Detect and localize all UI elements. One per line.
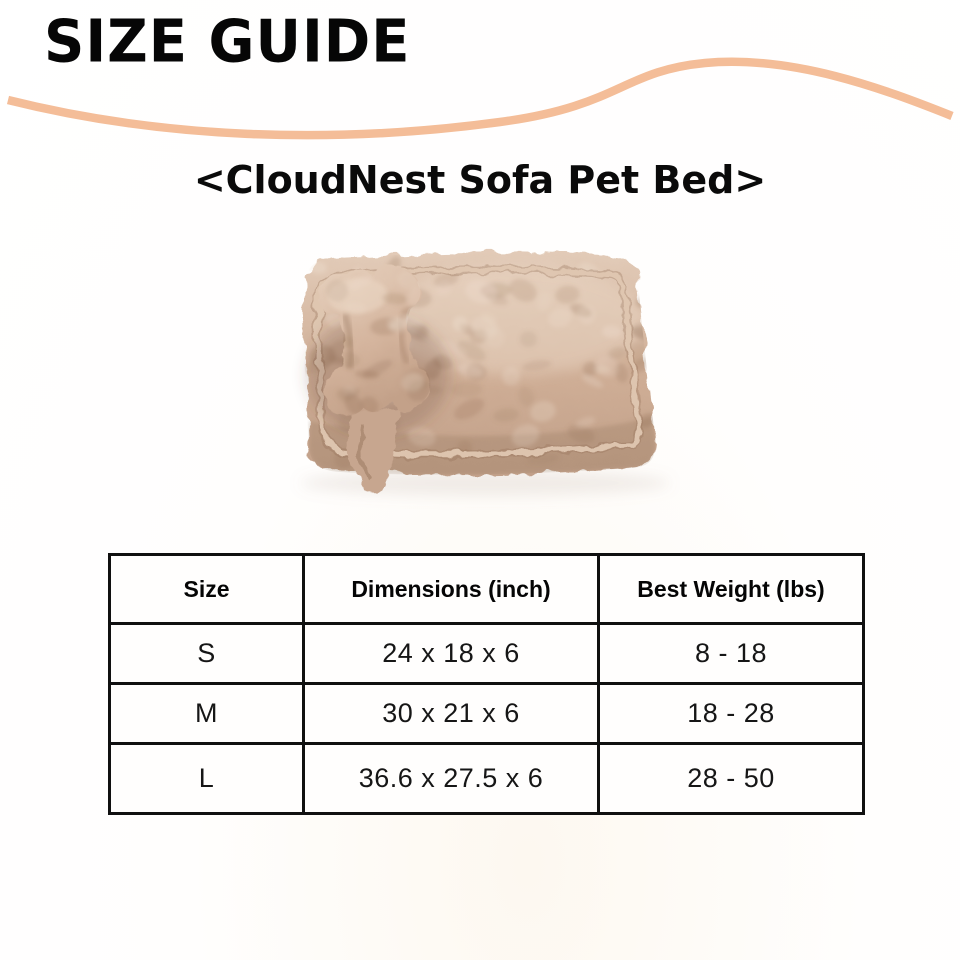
cell-weight: 18 - 28 bbox=[599, 684, 864, 744]
product-image bbox=[260, 225, 700, 535]
wave-line bbox=[8, 62, 952, 135]
cell-weight: 28 - 50 bbox=[599, 744, 864, 814]
size-guide-table bbox=[108, 553, 865, 815]
header-size: Size bbox=[110, 555, 304, 624]
cell-dimensions: 30 x 21 x 6 bbox=[304, 684, 599, 744]
header-weight: Best Weight (lbs) bbox=[599, 555, 864, 624]
page-title: SIZE GUIDE bbox=[44, 8, 411, 77]
decorative-wave bbox=[0, 38, 960, 168]
table-row bbox=[110, 684, 864, 744]
cell-dimensions: 36.6 x 27.5 x 6 bbox=[304, 744, 599, 814]
table-header-row bbox=[110, 555, 864, 624]
cell-dimensions: 24 x 18 x 6 bbox=[304, 624, 599, 684]
cell-weight: 8 - 18 bbox=[599, 624, 864, 684]
cell-size: L bbox=[110, 744, 304, 814]
cell-size: S bbox=[110, 624, 304, 684]
product-name: <CloudNest Sofa Pet Bed> bbox=[193, 158, 767, 202]
header-dimensions: Dimensions (inch) bbox=[304, 555, 599, 624]
table-row bbox=[110, 744, 864, 814]
cell-size: M bbox=[110, 684, 304, 744]
table-row bbox=[110, 624, 864, 684]
